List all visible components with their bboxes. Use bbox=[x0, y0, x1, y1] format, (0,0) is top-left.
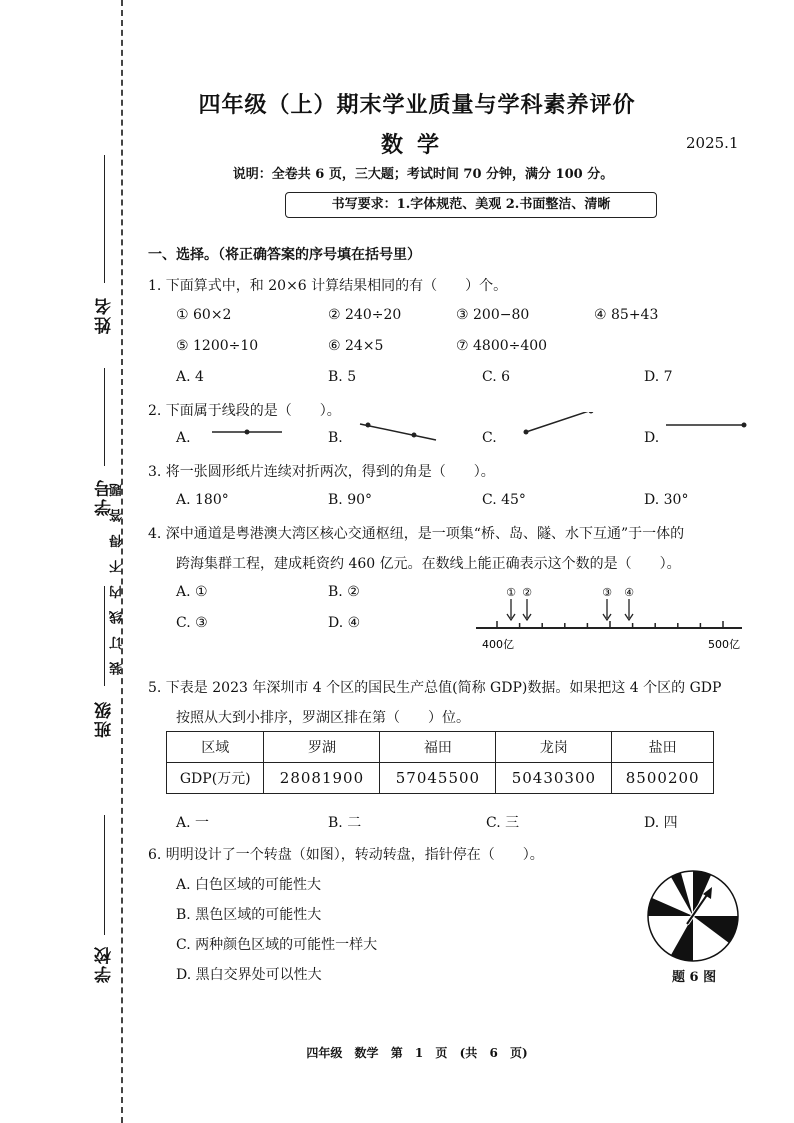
table-header-cell: 区域 bbox=[167, 732, 264, 763]
q2-figure-b-point-1 bbox=[366, 423, 371, 428]
table-header-row bbox=[167, 732, 714, 763]
marker-1 bbox=[506, 586, 516, 620]
q2-figure-d-point bbox=[742, 423, 747, 428]
number-line-ticks bbox=[497, 621, 723, 628]
svg-text:②: ② bbox=[522, 586, 532, 599]
svg-text:③: ③ bbox=[602, 586, 612, 599]
table-header-cell: 盐田 bbox=[612, 732, 714, 763]
q5-option-d[interactable]: D. 四 bbox=[644, 815, 678, 831]
q3-option-a[interactable]: A. 180° bbox=[176, 492, 229, 508]
marker-2 bbox=[522, 586, 532, 620]
question-4-stem-line1: 4. 深中通道是粤港澳大湾区核心交通枢纽，是一项集“桥、岛、隧、水下互通”于一体的 bbox=[148, 526, 685, 542]
spinner-figure bbox=[640, 866, 746, 970]
q1-option-a[interactable]: A. 4 bbox=[176, 369, 204, 385]
q2-option-c[interactable]: C. bbox=[482, 430, 497, 446]
figure-caption: 题 6 图 bbox=[672, 970, 717, 985]
q6-option-a[interactable]: A. 白色区域的可能性大 bbox=[176, 877, 322, 893]
question-5-stem-line1: 5. 下表是 2023 年深圳市 4 个区的国民生产总值(简称 GDP)数据。如果把这 4 个区的 GDP bbox=[148, 680, 722, 696]
table-cell: 28081900 bbox=[264, 763, 380, 794]
table-row bbox=[167, 763, 714, 794]
q1-item-3: ③ 200−80 bbox=[456, 307, 530, 323]
question-6-stem: 6. 明明设计了一个转盘（如图），转动转盘，指针停在（ ）。 bbox=[148, 847, 544, 863]
q1-item-7: ⑦ 4800÷400 bbox=[456, 338, 548, 354]
q3-option-d[interactable]: D. 30° bbox=[644, 492, 689, 508]
marker-3 bbox=[602, 586, 612, 620]
q1-item-1: ① 60×2 bbox=[176, 307, 232, 323]
q1-item-4: ④ 85+43 bbox=[594, 307, 659, 323]
school-label: 学校 bbox=[95, 945, 115, 983]
q5-option-b[interactable]: B. 二 bbox=[328, 815, 362, 831]
question-4-stem-line2: 跨海集群工程，建成耗资约 460 亿元。在数线上能正确表示这个数的是（ ）。 bbox=[176, 556, 681, 572]
exam-date: 2025.1 bbox=[686, 134, 739, 152]
school-blank[interactable] bbox=[104, 815, 105, 935]
q2-figure-b bbox=[360, 424, 436, 440]
section-heading: 一、选择。（将正确答案的序号填在括号里） bbox=[148, 247, 421, 263]
table-header-cell: 龙岗 bbox=[496, 732, 612, 763]
question-2-stem: 2. 下面属于线段的是（ ）。 bbox=[148, 403, 341, 419]
svg-text:④: ④ bbox=[624, 586, 634, 599]
q5-option-c[interactable]: C. 三 bbox=[486, 815, 520, 831]
number-line-end-label: 500亿 bbox=[708, 638, 740, 651]
q1-option-d[interactable]: D. 7 bbox=[644, 369, 673, 385]
page-footer: 四年级 数学 第 1 页 (共 6 页) bbox=[306, 1046, 528, 1060]
q6-option-c[interactable]: C. 两种颜色区域的可能性一样大 bbox=[176, 937, 378, 953]
q2-option-d[interactable]: D. bbox=[644, 430, 660, 446]
student-id-label: 学号 bbox=[95, 478, 115, 516]
svg-text:①: ① bbox=[506, 586, 516, 599]
q2-option-a[interactable]: A. bbox=[176, 430, 191, 446]
subject-title: 数学 bbox=[380, 133, 453, 158]
gdp-table bbox=[166, 731, 714, 794]
q1-item-2: ② 240÷20 bbox=[328, 307, 402, 323]
q4-option-b[interactable]: B. ② bbox=[328, 584, 360, 600]
question-3-stem: 3. 将一张圆形纸片连续对折两次，得到的角是（ ）。 bbox=[148, 464, 495, 480]
q1-option-b[interactable]: B. 5 bbox=[328, 369, 357, 385]
table-cell: 57045500 bbox=[380, 763, 496, 794]
number-line-start-label: 400亿 bbox=[482, 638, 514, 651]
q3-option-c[interactable]: C. 45° bbox=[482, 492, 526, 508]
q4-option-d[interactable]: D. ④ bbox=[328, 615, 361, 631]
q6-option-d[interactable]: D. 黑白交界处可以性大 bbox=[176, 967, 322, 983]
student-id-blank[interactable] bbox=[104, 368, 105, 466]
q4-option-a[interactable]: A. ① bbox=[176, 584, 208, 600]
class-label: 班级 bbox=[95, 700, 115, 738]
q2-figure-a-point bbox=[245, 430, 250, 435]
q1-item-6: ⑥ 24×5 bbox=[328, 338, 384, 354]
q1-item-5: ⑤ 1200÷10 bbox=[176, 338, 259, 354]
q4-option-c[interactable]: C. ③ bbox=[176, 615, 208, 631]
table-cell: GDP(万元) bbox=[167, 763, 264, 794]
q2-figure-c bbox=[526, 412, 592, 432]
exam-instructions: 说明：全卷共 6 页，三大题；考试时间 70 分钟，满分 100 分。 bbox=[232, 167, 614, 182]
q2-option-b[interactable]: B. bbox=[328, 430, 343, 446]
question-5-stem-line2: 按照从大到小排序，罗湖区排在第（ ）位。 bbox=[176, 710, 470, 726]
q1-option-c[interactable]: C. 6 bbox=[482, 369, 511, 385]
table-cell: 50430300 bbox=[496, 763, 612, 794]
name-label: 姓名 bbox=[95, 296, 115, 334]
class-blank[interactable] bbox=[104, 586, 105, 686]
table-cell: 8500200 bbox=[612, 763, 714, 794]
q6-option-b[interactable]: B. 黑色区域的可能性大 bbox=[176, 907, 322, 923]
q2-figure-c-point-2 bbox=[589, 412, 594, 414]
q5-option-a[interactable]: A. 一 bbox=[176, 815, 210, 831]
binding-warning: 装 订 线 内 不 得 答 题 bbox=[110, 479, 125, 675]
marker-4 bbox=[624, 586, 634, 620]
table-header-cell: 罗湖 bbox=[264, 732, 380, 763]
q2-figure-b-point-2 bbox=[412, 433, 417, 438]
q4-number-line bbox=[470, 584, 750, 654]
table-header-cell: 福田 bbox=[380, 732, 496, 763]
page-title: 四年级（上）期末学业质量与学科素养评价 bbox=[198, 93, 636, 118]
q2-line-figures bbox=[200, 412, 760, 452]
q3-option-b[interactable]: B. 90° bbox=[328, 492, 373, 508]
writing-requirement-box: 书写要求：1.字体规范、美观 2.书面整洁、清晰 bbox=[285, 192, 657, 218]
question-1-stem: 1. 下面算式中，和 20×6 计算结果相同的有（ ）个。 bbox=[148, 278, 508, 294]
q2-figure-c-point-1 bbox=[524, 430, 529, 435]
